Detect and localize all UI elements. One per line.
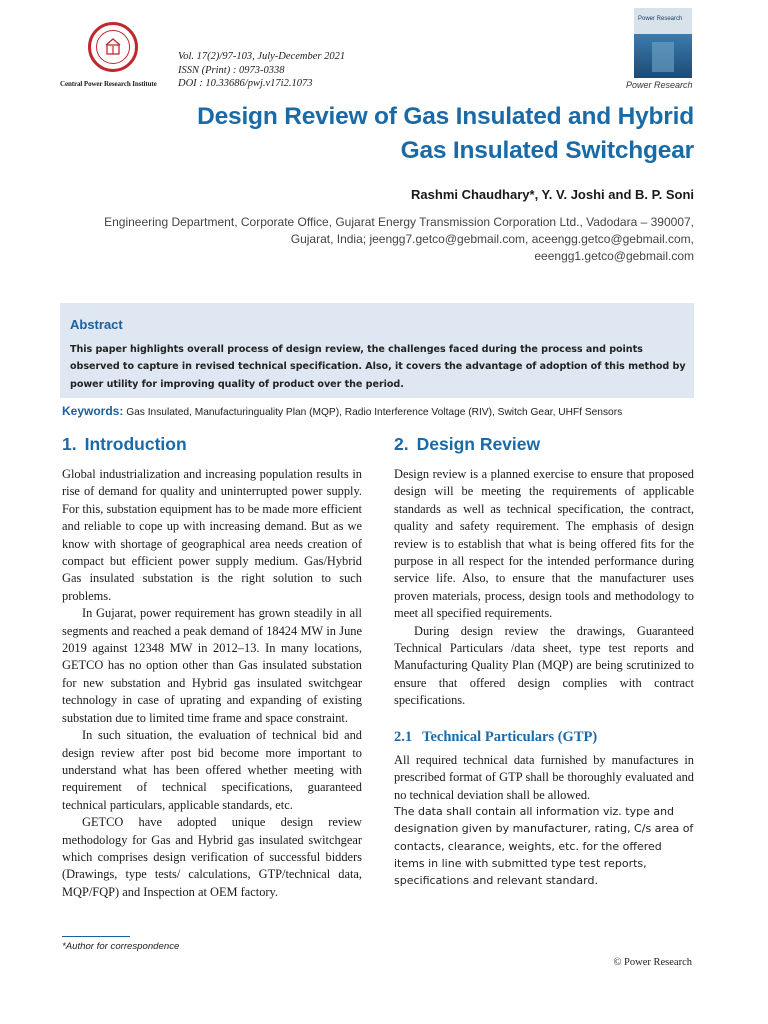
paper-title [120,100,694,168]
subsection-title: Technical Particulars (GTP) [422,729,598,745]
paragraph: During design review the drawings, Guaranteed Technical Particulars /data sheet, type test reports and Manufacturing Quality Plan (MQP) are being scrutinized to ensure that offered design complies with contract specifications. [394,623,694,708]
footnote: *Author for correspondence [62,941,180,952]
journal-cover-thumbnail [634,8,692,78]
keywords-text: Gas Insulated, Manufacturinguality Plan (MQP), Radio Interference Voltage (RIV), Switch Gear, UHFf Sensors [126,407,623,418]
gtp-body-1 [394,752,694,804]
footnote-rule [62,936,130,937]
copyright: © Power Research [613,957,692,968]
paragraph: Global industrialization and increasing population results in rise of demand for quality and uninterrupted power supply. For this, substation equipment has to be made more efficient and reliable to cope up with increasing demand. But as we know with shortage of geographical area needs creation of compact but efficient power supply medium. Gas/Hybrid Gas insulated substation is the right solution to such problems. [62,467,362,603]
paragraph: Design review is a planned exercise to ensure that proposed design will be meeting the requirements of applicable standards as well as technical specification, the contract, quality and safety requirement. The emphasis of design review is to establish that what is being offered fits for the purpose in all respect for the intended performance during service life. Also, to ensure that the manufacturer uses proven materials, process, design tools and methodology to meet all specified requirements. [394,467,694,621]
keywords-label: Keywords: [62,404,124,418]
affiliation-line-2: Gujarat, India; jeengg7.getco@gebmail.com, aceengg.getco@gebmail.com, [290,232,694,246]
subsection-heading-gtp [394,729,597,746]
abstract-heading: Abstract [70,317,123,332]
affiliation-line-1: Engineering Department, Corporate Office, Gujarat Energy Transmission Corporation Ltd., Vadodara – 390007, [104,215,694,229]
doi: DOI : 10.33686/pwj.v17i2.1073 [178,78,313,89]
section-number: 2. [394,434,409,454]
affiliation [80,214,694,265]
volume-info: Vol. 17(2)/97-103, July-December 2021 [178,51,346,62]
author-list: Rashmi Chaudhary*, Y. V. Joshi and B. P. Soni [411,187,694,202]
cpri-emblem-icon [96,30,130,64]
affiliation-line-3: eeengg1.getco@gebmail.com [534,249,694,263]
subsection-number: 2.1 [394,729,413,745]
section-title: Design Review [416,434,541,454]
paragraph: In Gujarat, power requirement has grown steadily in all segments and reached a peak demand of 18424 MW in June 2019 against 12348 MW in 2012–13. In many locations, GETCO has no option other than Gas insulated substation for new substation and Hybrid gas insulated switchgear technology in case of uprating and expanding of existing substation due to limited time frame and space constraint. [62,606,362,725]
section-title: Introduction [84,434,187,454]
design-review-body [394,466,694,710]
section-number: 1. [62,434,77,454]
section-heading-introduction [62,434,187,455]
keywords [62,404,702,418]
journal-cover-title: Power Research [638,16,683,22]
paragraph: GETCO have adopted unique design review methodology for Gas and Hybrid gas insulated switchgear which comprises design verification of successful bidders (Drawings, type tests/ calculations, GTP/technical data, MQP/FQP) and Inspection at OEM factory. [62,815,362,899]
abstract-text: This paper highlights overall process of design review, the challenges faced during the process and points observed to capture in revised technical specification. Also, it covers the advantage of adoption of this method by power utility for improving quality of product over the period. [70,344,686,390]
issn: ISSN (Print) : 0973-0338 [178,64,285,76]
journal-name: Power Research [626,80,693,90]
paragraph: The data shall contain all information viz. type and designation given by manufacturer, rating, C/s area of contacts, clearance, weights, etc. for the offered items in line with submitted type test reports, specifications and relevant standard. [394,805,694,888]
section-heading-design-review [394,434,540,455]
paper-title-line-1: Design Review of Gas Insulated and Hybrid [197,103,694,130]
institute-name: Central Power Research Institute [60,80,157,88]
publication-meta [178,50,345,91]
paragraph: In such situation, the evaluation of technical bid and design review after post bid become more important to understand what has been offered whether meeting with requirement of technical specifications, guaranteed technical particulars, applicable standards, etc. [62,728,362,812]
paragraph: All required technical data furnished by manufactures in prescribed format of GTP shall be thoroughly evaluated and no technical deviation shall be allowed. [394,753,694,802]
paper-title-line-2: Gas Insulated Switchgear [400,137,694,164]
introduction-body [62,466,362,901]
gtp-body-2 [394,803,694,889]
